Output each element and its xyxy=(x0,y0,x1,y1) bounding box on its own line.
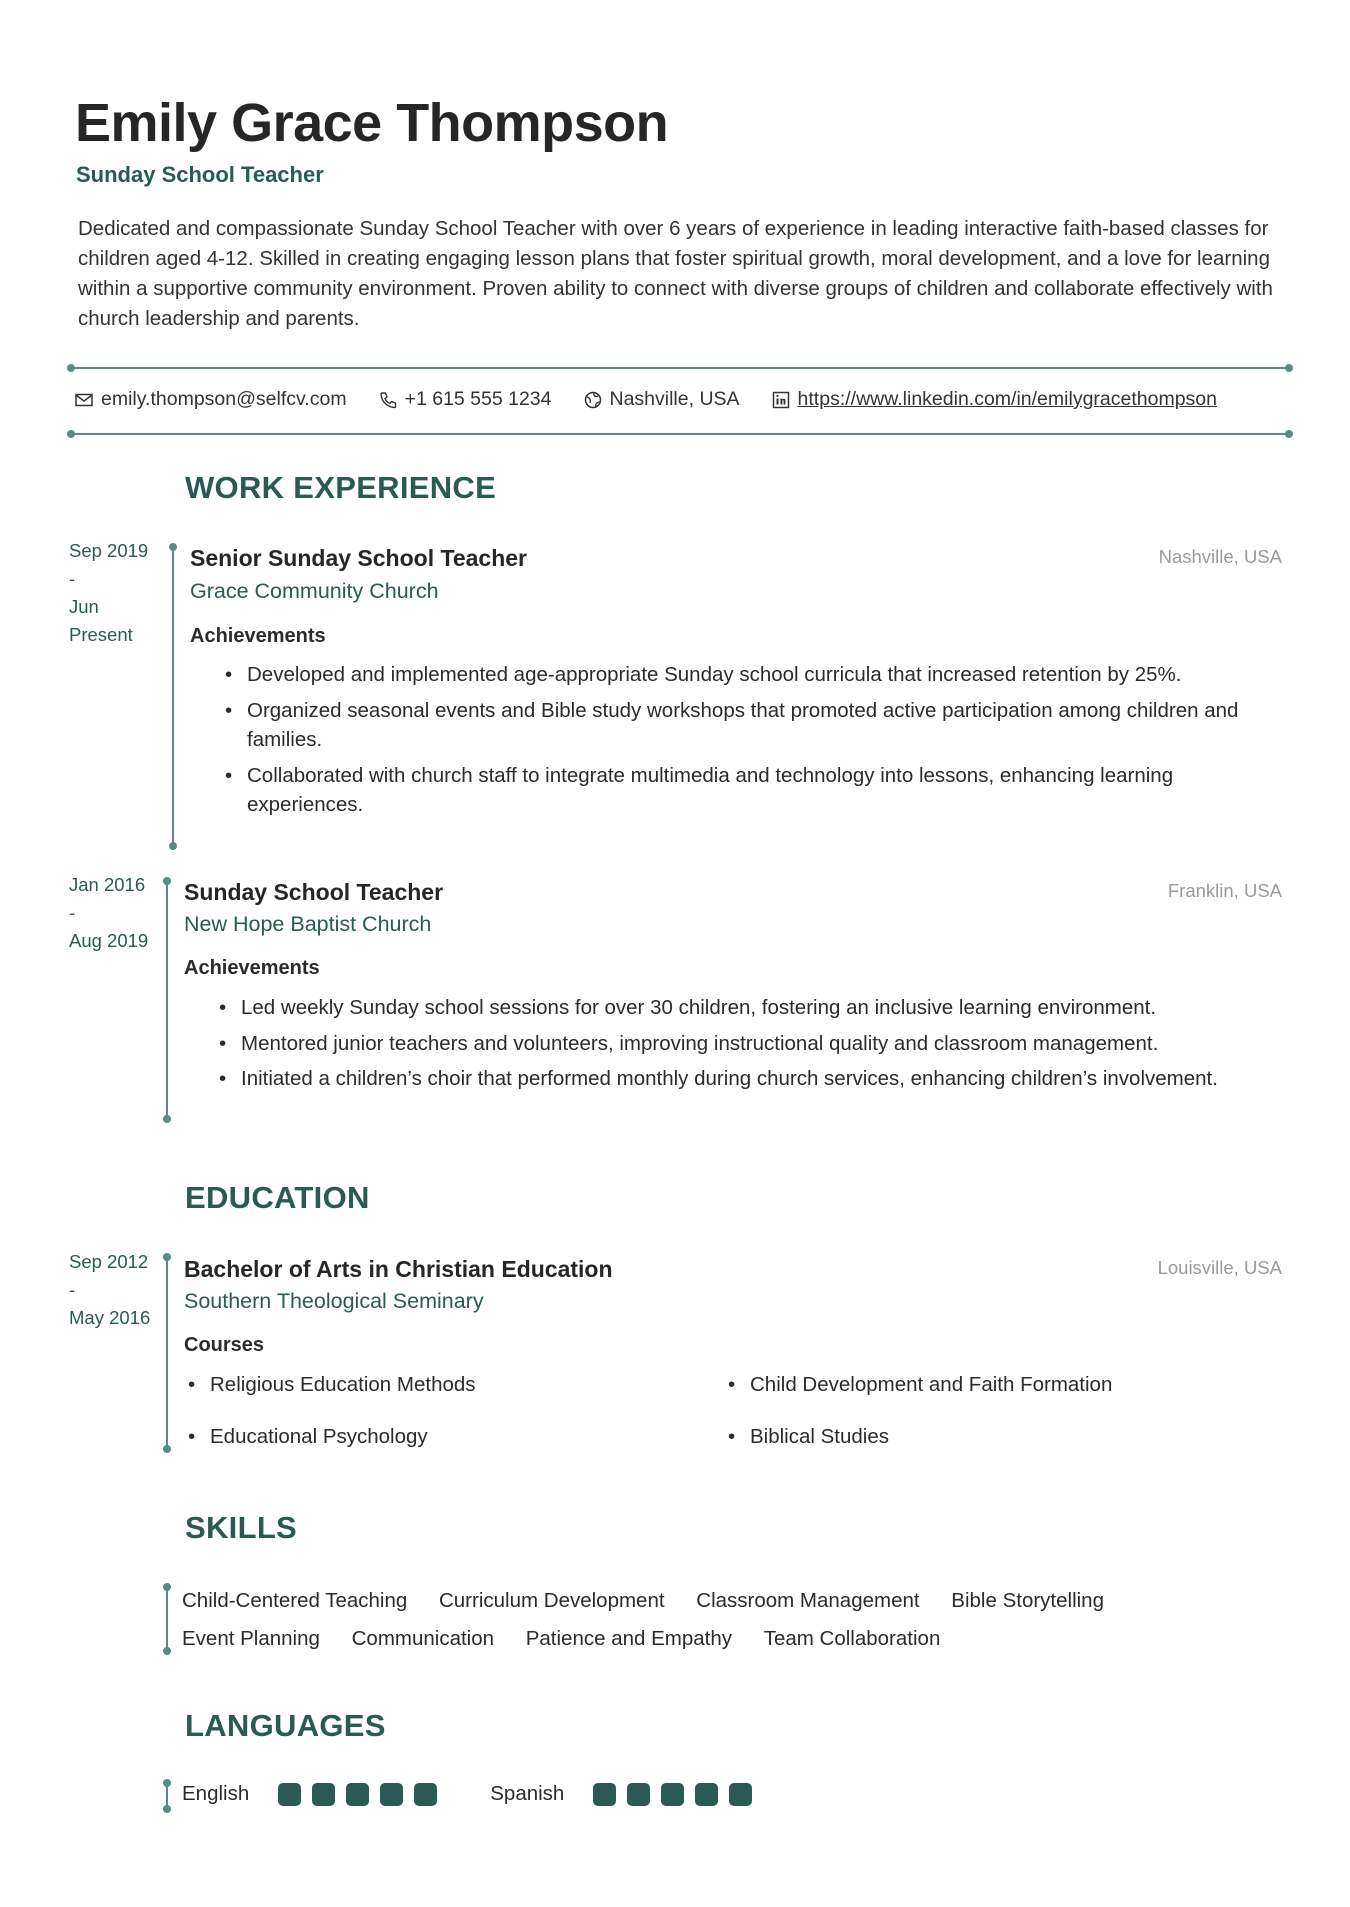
contact-email[interactable] xyxy=(74,388,347,411)
list-item: • Biblical Studies xyxy=(725,1422,1235,1452)
job-1-subheading: Achievements xyxy=(190,625,326,647)
education-start: Sep 2012 xyxy=(69,1251,149,1272)
skills-timeline xyxy=(166,1586,168,1652)
languages-list xyxy=(182,1782,805,1806)
level-dot xyxy=(627,1783,650,1806)
job-2-subheading: Achievements xyxy=(184,957,320,979)
level-dot xyxy=(661,1783,684,1806)
phone-icon xyxy=(378,390,398,410)
skill-tag: Communication xyxy=(351,1627,495,1650)
language-name: English xyxy=(182,1782,250,1805)
languages-timeline xyxy=(166,1782,168,1810)
job-2-dates xyxy=(69,871,148,955)
language-level xyxy=(278,1783,448,1806)
skill-tag: Team Collaboration xyxy=(763,1627,941,1650)
globe-icon xyxy=(583,390,603,410)
skill-tag: Event Planning xyxy=(182,1627,320,1650)
job-2-sep: - xyxy=(69,902,76,923)
skill-tag: Patience and Empathy xyxy=(525,1627,733,1650)
candidate-name: Emily Grace Thompson xyxy=(75,93,669,153)
job-2-location: Franklin, USA xyxy=(1167,880,1282,901)
degree-title: Bachelor of Arts in Christian Education xyxy=(184,1256,613,1282)
job-2-achievements xyxy=(216,993,1276,1100)
profile-summary: Dedicated and compassionate Sunday School Teacher with over 6 years of experience in leading interactive faith-based classes for children aged 4-12. Skilled in creating engaging lesson plans that foster spiritual growth, moral development, and a love for learning within a supportive community environment. Proven ability to connect with diverse groups of children and collaborate effectively with church leadership and parents. xyxy=(78,217,1273,330)
contact-rule-top xyxy=(70,367,1290,369)
job-1-dates xyxy=(69,537,148,649)
list-item: • Mentored junior teachers and volunteers, improving instructional quality and classroom management. xyxy=(216,1029,1276,1059)
level-dot xyxy=(729,1783,752,1806)
education-timeline xyxy=(166,1256,168,1450)
level-dot xyxy=(312,1783,335,1806)
education-sep: - xyxy=(69,1279,76,1300)
contact-location xyxy=(583,388,740,411)
level-dot xyxy=(380,1783,403,1806)
skills-list xyxy=(182,1582,1282,1658)
job-2-timeline xyxy=(166,880,168,1120)
envelope-icon xyxy=(74,390,94,410)
level-dot xyxy=(695,1783,718,1806)
language-name: Spanish xyxy=(490,1782,565,1805)
section-title-skills: SKILLS xyxy=(185,1510,298,1545)
list-item: • Led weekly Sunday school sessions for over 30 children, fostering an inclusive learning environment. xyxy=(216,993,1276,1023)
list-item: • Organized seasonal events and Bible study workshops that promoted active participation among children and families. xyxy=(222,696,1242,755)
level-dot xyxy=(278,1783,301,1806)
job-1-sep: - xyxy=(69,568,76,589)
skill-tag: Child-Centered Teaching xyxy=(182,1589,408,1612)
job-2-organization: New Hope Baptist Church xyxy=(184,912,432,936)
education-dates xyxy=(69,1248,150,1332)
courses-subheading: Courses xyxy=(184,1334,265,1356)
linkedin-link[interactable]: https://www.linkedin.com/in/emilygracethompson xyxy=(797,388,1217,410)
phone-text: +1 615 555 1234 xyxy=(404,388,552,410)
level-dot xyxy=(593,1783,616,1806)
section-title-languages: LANGUAGES xyxy=(185,1708,386,1743)
list-item: • Educational Psychology xyxy=(185,1422,725,1452)
list-item: • Child Development and Faith Formation xyxy=(725,1370,1235,1400)
language-level xyxy=(593,1783,763,1806)
contact-linkedin[interactable] xyxy=(771,388,1217,411)
job-2-end: Aug 2019 xyxy=(69,930,149,951)
job-1-start: Sep 2019 xyxy=(69,540,149,561)
job-role: Sunday School Teacher xyxy=(76,162,324,187)
skill-tag: Bible Storytelling xyxy=(951,1589,1104,1612)
list-item: • Initiated a children’s choir that performed monthly during church services, enhancing children’s involvement. xyxy=(216,1064,1276,1094)
job-1-organization: Grace Community Church xyxy=(190,579,439,603)
education-location: Louisville, USA xyxy=(1157,1257,1282,1278)
school-name: Southern Theological Seminary xyxy=(184,1289,484,1313)
level-dot xyxy=(414,1783,437,1806)
job-1-location: Nashville, USA xyxy=(1158,546,1282,567)
job-2-start: Jan 2016 xyxy=(69,874,146,895)
job-1-achievements xyxy=(222,660,1242,826)
skill-tag: Curriculum Development xyxy=(438,1589,665,1612)
contact-rule-bottom xyxy=(70,433,1290,435)
email-text: emily.thompson@selfcv.com xyxy=(101,388,347,410)
job-1-timeline xyxy=(172,546,174,847)
section-title-education: EDUCATION xyxy=(185,1180,370,1215)
skill-tag: Classroom Management xyxy=(696,1589,920,1612)
level-dot xyxy=(346,1783,369,1806)
education-end: May 2016 xyxy=(69,1307,151,1328)
linkedin-icon xyxy=(771,390,791,410)
job-1-title: Senior Sunday School Teacher xyxy=(190,545,527,571)
contact-bar xyxy=(74,388,1248,411)
section-title-work: WORK EXPERIENCE xyxy=(185,470,497,505)
job-2-title: Sunday School Teacher xyxy=(184,879,444,905)
location-text: Nashville, USA xyxy=(609,388,740,410)
list-item: • Religious Education Methods xyxy=(185,1370,725,1400)
list-item: • Collaborated with church staff to integrate multimedia and technology into lessons, enhancing learning experiences. xyxy=(222,761,1242,820)
contact-phone[interactable] xyxy=(378,388,552,411)
course-list xyxy=(185,1370,1235,1452)
job-1-end-present: Present xyxy=(69,624,133,645)
job-1-end: Jun xyxy=(69,596,99,617)
list-item: • Developed and implemented age-appropriate Sunday school curricula that increased retention by 25%. xyxy=(222,660,1242,690)
